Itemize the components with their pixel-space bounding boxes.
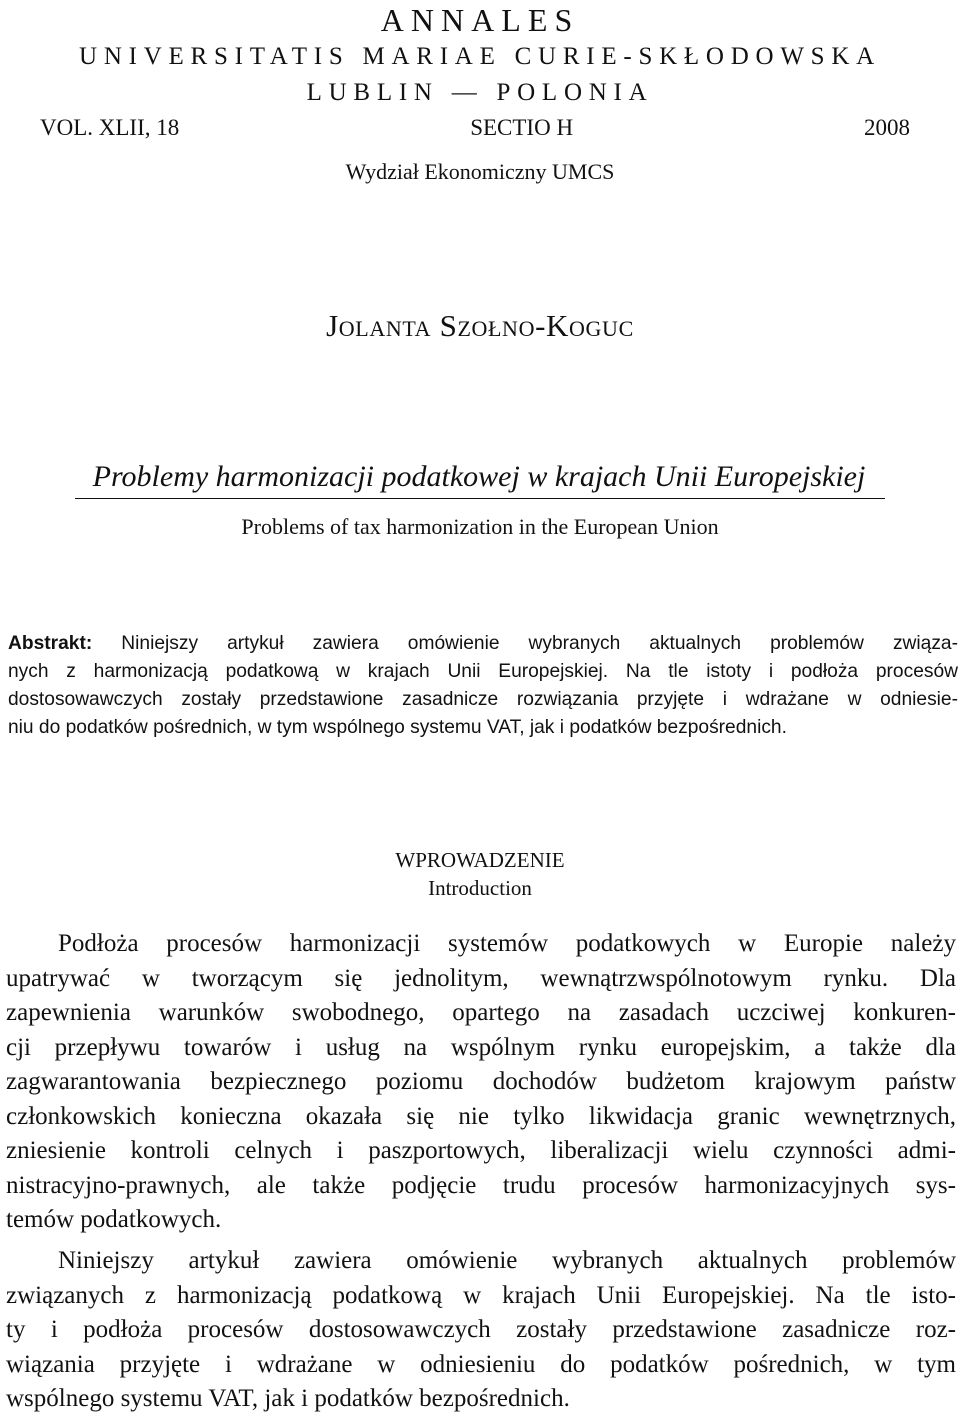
publication-location: LUBLIN — POLONIA [306, 79, 654, 106]
article-title-english: Problems of tax harmonization in the European Union [241, 514, 719, 539]
text-line: ty i podłoża procesów dostosowawczych zostały przedstawione zasadnicze roz- [6, 1316, 956, 1343]
text-line: cji przepływu towarów i usług na wspólnym rynku europejskim, a także dla [6, 1033, 956, 1061]
abstract-line: dostosowawczych zostały przedstawione zasadnicze rozwiązania przyjęte i wdrażane w odniesie- [8, 689, 958, 710]
text-line: wspólnego systemu VAT, jak i podatków bezpośrednich. [6, 1385, 570, 1412]
text-line: upatrywać w tworzącym się jednolitym, wewnątrzwspólnotowym rynku. Dla [6, 964, 956, 992]
article-title-polish: Problemy harmonizacji podatkowej w krajach Unii Europejskiej [92, 460, 866, 493]
text-line: zniesienie kontroli celnych i paszportowych, liberalizacji wielu czynności admi- [6, 1137, 956, 1164]
abstract-line: Abstrakt: Niniejszy artykuł zawiera omówienie wybranych aktualnych problemów związa- [8, 633, 958, 654]
abstract-label: Abstrakt: [8, 633, 93, 654]
faculty-name: Wydział Ekonomiczny UMCS [345, 159, 615, 184]
title-divider [75, 498, 885, 499]
abstract [8, 630, 958, 742]
author-initial: K [546, 308, 570, 343]
publication-year: 2008 [864, 115, 910, 140]
text-line: związanych z harmonizacją podatkową w krajach Unii Europejskiej. Na tle isto- [6, 1281, 956, 1309]
section-label: SECTIO H [470, 115, 574, 140]
abstract-line: niu do podatków pośrednich, w tym wspólnego systemu VAT, jak i podatków bezpośrednich. [8, 717, 787, 738]
body-paragraph [6, 1244, 956, 1417]
abstract-line: nych z harmonizacją podatkową w krajach Unii Europejskiej. Na tle istoty i podłoża procesów [8, 661, 958, 682]
author-name-part: ZOŁNO [457, 316, 536, 341]
text-line: nistracyjno-prawnych, ale także podjęcie trudu procesów harmonizacyjnych sys- [6, 1171, 956, 1199]
text-line: temów podatkowych. [6, 1206, 222, 1233]
author-name-part: OLANTA [338, 316, 432, 341]
text-line: zapewnienia warunków swobodnego, opartego na zasadach uczciwej konkuren- [6, 999, 956, 1026]
author-name [0, 306, 960, 349]
author-initial: J [326, 308, 339, 343]
author-initial: S [439, 308, 458, 343]
university-name: UNIVERSITATIS MARIAE CURIE-SKŁODOWSKA [79, 43, 881, 70]
body-paragraph [6, 927, 956, 1238]
author-name-separator: - [535, 308, 547, 343]
section-subheading: Introduction [428, 876, 532, 900]
text-line: Niniejszy artykuł zawiera omówienie wybranych aktualnych problemów [58, 1247, 956, 1274]
author-name-part: OGUC [569, 316, 634, 341]
text-line: wiązania przyjęte i wdrażane w odniesieniu do podatków pośrednich, w tym [6, 1350, 956, 1378]
section-heading: WPROWADZENIE [395, 848, 565, 872]
volume-number: VOL. XLII, 18 [40, 115, 180, 140]
journal-title: ANNALES [380, 2, 580, 38]
text-line: Podłoża procesów harmonizacji systemów podatkowych w Europie należy [58, 930, 956, 957]
text-line: zagwarantowania bezpiecznego poziomu dochodów budżetom krajowym państw [6, 1068, 956, 1095]
text-line: członkowskich konieczna okazała się nie tylko likwidacja granic wewnętrznych, [6, 1102, 956, 1130]
volume-row [40, 113, 910, 143]
